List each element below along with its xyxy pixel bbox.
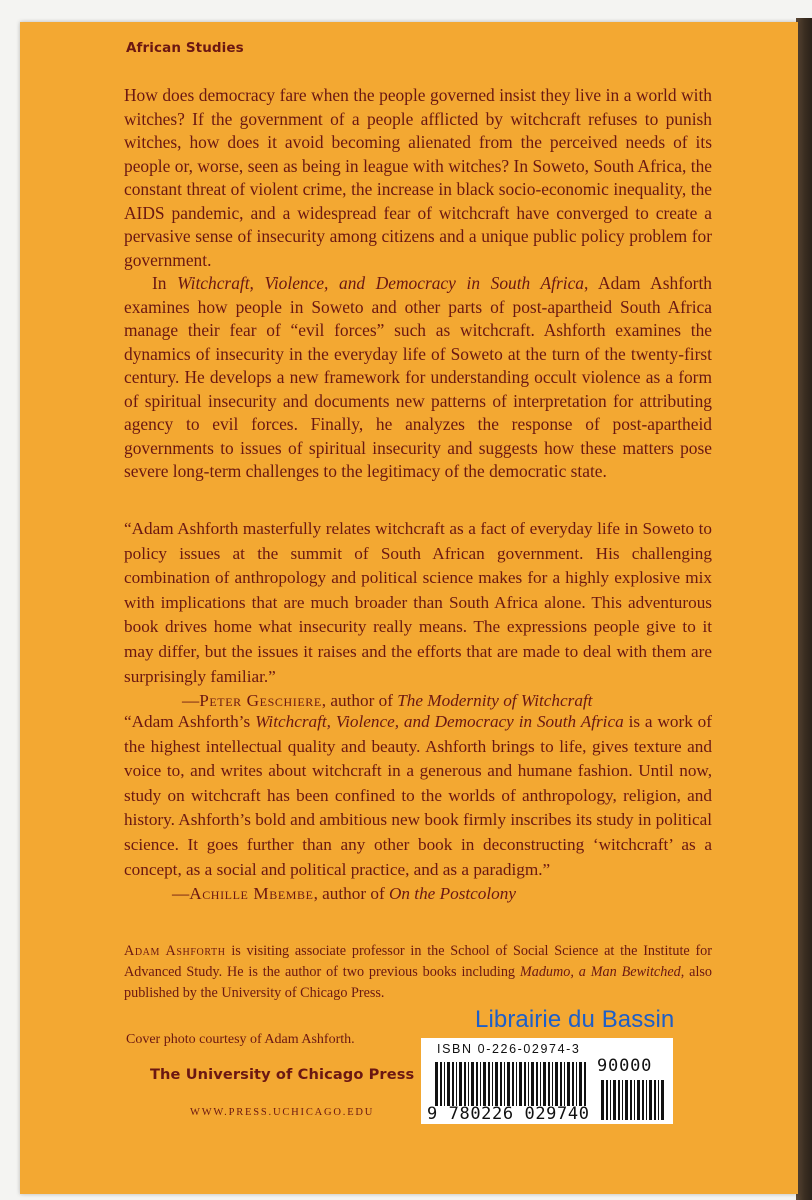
price-barcode-icon [601, 1080, 667, 1120]
previous-book-title: Madumo, a Man Bewitched [519, 964, 681, 980]
endorser-name: Achille Mbembe [189, 884, 314, 904]
book-title: Witchcraft, Violence, and Democracy in South Africa [177, 273, 585, 293]
endorser-name: Peter Geschiere [199, 691, 322, 711]
price-code: 90000 [597, 1056, 653, 1076]
description-paragraph-1: How does democracy fare when the people governed insist they live in a world with witches? If the government of a people afflicted by witchcraft refuses to punish witches, how does it avoid becoming alienated from the perceived needs of its people or, worse, seen as being in league with witches? In Soweto, South Africa, the constant threat of violent crime, the increase in black socio-economic inequality, the AIDS pandemic, and a widespread fear of witchcraft have converged to create a pervasive sense of insecurity among citizens and a unique public policy problem for government. [124, 85, 712, 270]
book-title: Witchcraft, Violence, and Democracy in South Africa [255, 712, 624, 731]
series-label: African Studies [126, 40, 244, 56]
endorsement-attribution: —Achille Mbembe, author of On the Postcolony [172, 884, 516, 904]
endorsement-text: “Adam Ashforth masterfully relates witchcraft as a fact of everyday life in Soweto to policy issues at the summit of South African government. His challenging combination of anthropology and political science makes for a highly explosive mix with implications that are much broader than South Africa alone. This adventurous book drives home what insecurity really means. The expressions people give to it may differ, but the issues it raises and the efforts that are made to deal with them are surprisingly familiar.” [124, 519, 712, 686]
endorsement-mbembe [124, 710, 712, 907]
photo-credit: Cover photo courtesy of Adam Ashforth. [126, 1032, 355, 1047]
author-bio: Adam Ashforth is visiting associate professor in the School of Social Science at the Institute for Advanced Study. He is the author of two previous books including Madumo, a Man Bewitched, also published by the University of Chicago Press. [124, 943, 712, 1001]
publisher-name: The University of Chicago Press [150, 1066, 415, 1083]
ean-barcode-icon [435, 1062, 587, 1106]
endorsement-text: “Adam Ashforth’s Witchcraft, Violence, and Democracy in South Africa is a work of the highest intellectual quality and beauty. Ashforth brings to life, gives texture and voice to, and writes about witchcraft in a generous and humane fashion. Until now, study on witchcraft has been confined to the worlds of anthropology, religion, and history. Ashforth’s bold and ambitious new book firmly inscribes its study in political science. It goes further than any other book in deconstructing ‘witchcraft’ as a concept, as a social and political practice, and as a paradigm.” [124, 712, 712, 879]
ean-digits: 9 780226 029740 [427, 1104, 590, 1124]
publisher-url: WWW.PRESS.UCHICAGO.EDU [190, 1107, 375, 1118]
endorsement-attribution: —Peter Geschiere, author of The Modernity of Witchcraft [182, 691, 593, 711]
bookseller-watermark: Librairie du Bassin [475, 1006, 675, 1033]
endorser-work: On the Postcolony [389, 884, 516, 904]
endorsement-geschiere [124, 517, 712, 714]
description-blurb [124, 84, 712, 484]
description-paragraph-2: In Witchcraft, Violence, and Democracy in South Africa, Adam Ashforth examines how people in Soweto and other parts of post-apartheid South Africa manage their fear of “evil forces” such as witchcraft. Ashforth examines the dynamics of insecurity in the everyday life of Soweto at the turn of the twenty-first century. He develops a new framework for understanding occult violence as a form of spiritual insecurity and documents new patterns of interpretation for attributing agency to evil forces. Finally, he analyzes the response of post-apartheid governments to issues of spiritual insecurity and suggests how these matters pose severe long-term challenges to the legitimacy of the democratic state. [124, 273, 712, 481]
isbn-number: ISBN 0-226-02974-3 [437, 1042, 581, 1056]
book-spine-edge [796, 18, 812, 1200]
endorser-work: The Modernity of Witchcraft [397, 691, 593, 711]
barcode-sticker [421, 1038, 673, 1124]
author-name: Adam Ashforth [124, 943, 226, 959]
